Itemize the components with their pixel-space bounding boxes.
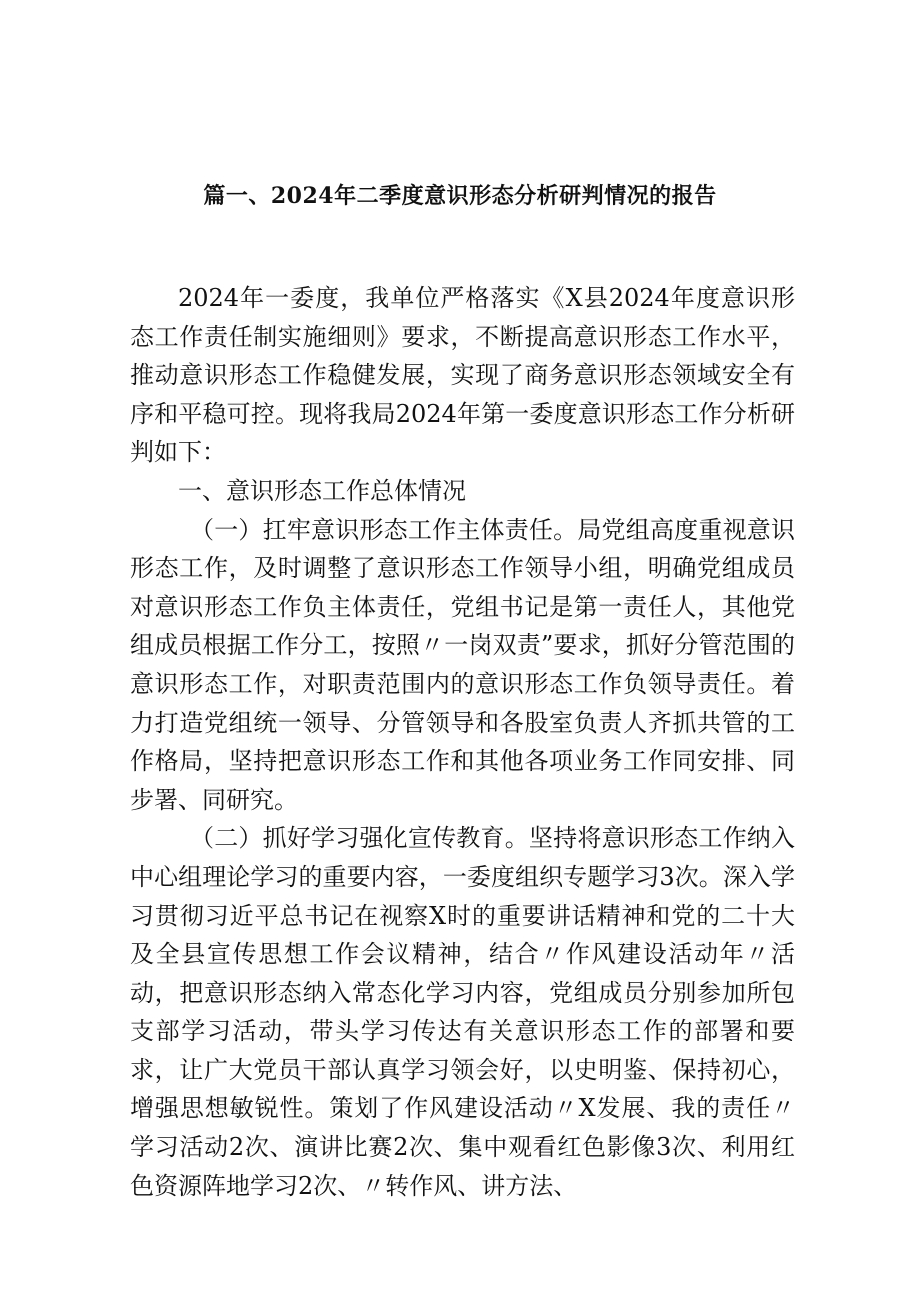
document-title: 篇一、2024年二季度意识形态分析研判情况的报告: [203, 183, 717, 209]
section-heading: 一、意识形态工作总体情况: [178, 476, 466, 505]
subsection-paragraph-2: （二）抓好学习强化宣传教育。坚持将意识形态工作纳入中心组理论学习的重要内容，一委度组织专题学习3次。深入学习贯彻习近平总书记在视察X时的重要讲话精神和党的二十大及全县宣传思想工作会议精神，结合〃作风建设活动年〃活动，把意识形态纳入常态化学习内容，党组成员分别参加所包支部学习活动，带头学习传达有关意识形态工作的部署和要求，让广大党员干部认真学习领会好，以史明鉴、保持初心，增强思想敏锐性。策划了作风建设活动〃X发展、我的责任〃学习活动2次、演讲比赛2次、集中观看红色影像3次、利用红色资源阵地学习2次、〃转作风、讲方法、: [130, 824, 795, 1200]
intro-paragraph: 2024年一委度，我单位严格落实《X县2024年度意识形态工作责任制实施细则》要求，不断提高意识形态工作水平，推动意识形态工作稳健发展，实现了商务意识形态领域安全有序和平稳可控。现将我局2024年第一委度意识形态工作分析研判如下：: [130, 284, 795, 467]
subsection-paragraph-1: （一）扛牢意识形态工作主体责任。局党组高度重视意识形态工作，及时调整了意识形态工作领导小组，明确党组成员对意识形态工作负主体责任，党组书记是第一责任人，其他党组成员根据工作分工，按照〃一岗双责”要求，抓好分管范围的意识形态工作，对职责范围内的意识形态工作负领导责任。着力打造党组统一领导、分管领导和各股室负责人齐抓共管的工作格局，坚持把意识形态工作和其他各项业务工作同安排、同步署、同研究。: [130, 515, 795, 814]
document-body: [130, 279, 795, 1205]
